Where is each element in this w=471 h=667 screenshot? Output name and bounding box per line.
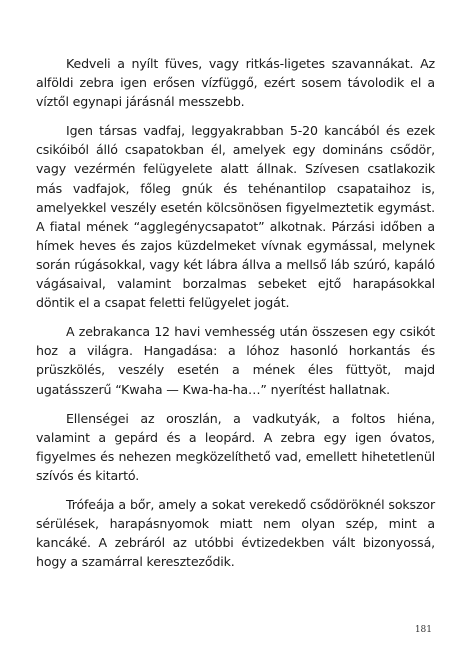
paragraph-predators: Ellenségei az oroszlán, a vadkutyák, a foltos hiéna, valamint a gepárd és a leopárd. A zebra egy igen óvatos, figyelmes és nehezen megközelíthető vad, emellett hihetetlenül szívós és kitartó. — [36, 410, 435, 483]
paragraph-reproduction: A zebrakanca 12 havi vemhesség után összesen egy csikót hoz a világra. Hangadása: a lóhoz hasonló horkantás és prüszkölés, veszély esetén a mének éles füttyöt, majd ugatásszerű “Kwaha — Kwa-ha-ha…” nyerítést hallatnak. — [36, 324, 435, 397]
body-text — [36, 54, 435, 581]
paragraph-habitat: Kedveli a nyílt füves, vagy ritkás-ligetes szavannákat. Az alföldi zebra igen erősen vízfüggő, ezért sosem távolodik el a víztől egynapi járásnál messzebb. — [36, 56, 435, 110]
paragraph-trophy: Trófeája a bőr, amely a sokat verekedő csődöröknél sokszor sérülések, harapásnyomok miatt nem olyan szép, mint a kancáké. A zebráról az utóbbi évtizedekben vált bizonyossá, hogy a szamárral kereszteződik. — [36, 496, 435, 570]
page-number: 181 — [414, 625, 432, 635]
paragraph-social-behavior: Igen társas vadfaj, leggyakrabban 5-20 kancából és ezek csikóiból álló csapatokban él, amelyek egy domináns csődör, vagy vezérmén felügyelete alatt állnak. Szívesen csatlakozik más vadfajok, főleg gnúk és tehénantilop csapataihoz is, amelyekkel veszély esetén kölcsönösen figyelmeztetik egymást. A fiatal mének “agglegénycsapatot” alkotnak. Párzási időben a hímek heves és zajos küzdelmeket vívnak egymással, melynek során rúgásokkal, vagy két lábra állva a mellső láb szúró, kapáló vágásaival, valamint borzalmas sebeket ejtő harapásokkal döntik el a csapat feletti felügyelet jogát. — [36, 123, 435, 311]
